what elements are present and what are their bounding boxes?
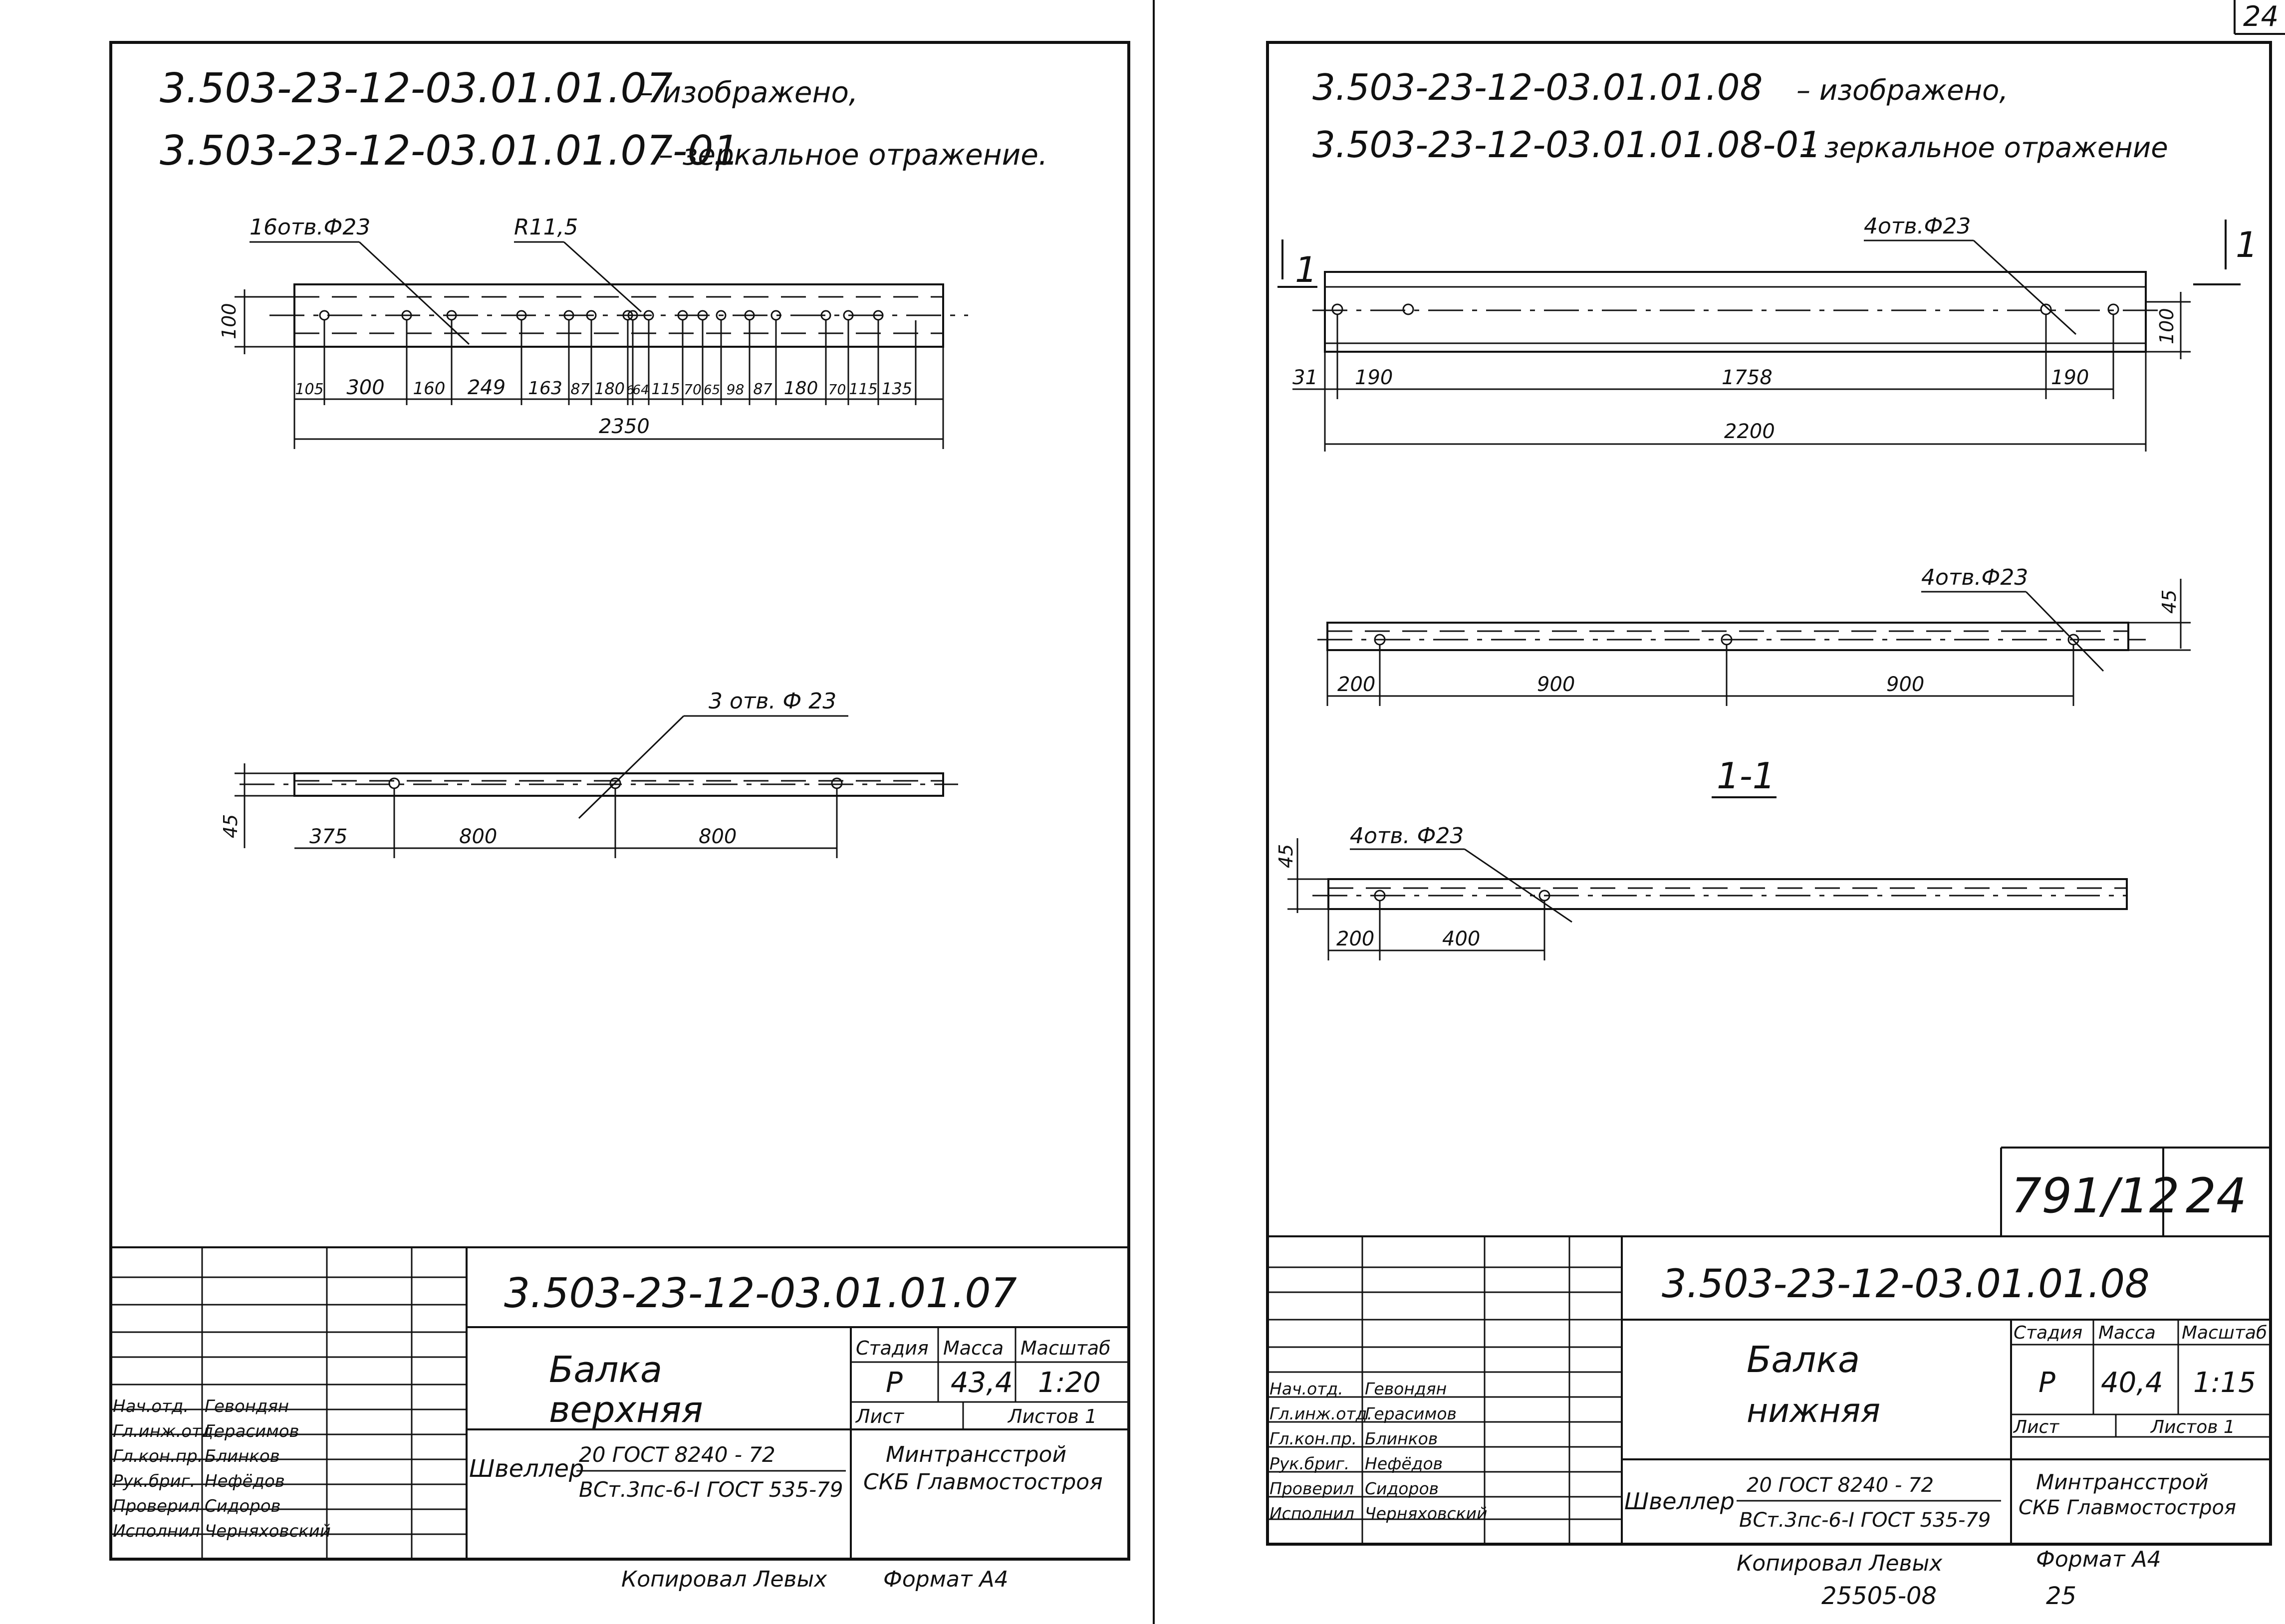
left-tb-scale: 1:20: [1038, 1367, 1101, 1399]
right-tb-code: 3.503-23-12-03.01.01.08: [1662, 1262, 2150, 1307]
left-view2-dim-1: 375: [309, 825, 348, 848]
left-tb-mass: 43,4: [951, 1367, 1013, 1399]
right-tb-mass: 40,4: [2101, 1367, 2163, 1399]
left-footer-format: Формат А4: [883, 1567, 1009, 1592]
right-footer-format: Формат А4: [2036, 1547, 2161, 1572]
left-view1-dim: 64: [632, 383, 649, 398]
left-tb-scale-label: Масштаб: [1020, 1337, 1111, 1359]
tb-role: Гл.инж.отд.: [1269, 1404, 1372, 1423]
right-view3-beam: [1275, 823, 2127, 960]
left-tb-sheet-label: Лист: [856, 1405, 904, 1427]
right-album-code: 791/12: [2011, 1168, 2180, 1224]
left-header-note-1: – изображено,: [639, 75, 858, 109]
left-view1-dim: 65: [703, 383, 721, 398]
right-tb-stage: Р: [2038, 1367, 2055, 1399]
right-tb-name-1: Балка: [1747, 1339, 1860, 1381]
left-tb-stage-label: Стадия: [856, 1337, 929, 1359]
left-view1-dim: 87: [753, 381, 772, 398]
left-view1-dim: 300: [346, 376, 385, 399]
tb-person-name: Блинков: [1365, 1429, 1438, 1448]
right-section-mark-right: 1: [2236, 225, 2258, 265]
right-view1-height-dim: 100: [2156, 308, 2178, 344]
tb-role: Гл.кон.пр.: [1269, 1429, 1357, 1448]
right-tb-stage-label: Стадия: [2014, 1323, 2083, 1343]
tb-person-name: Нефёдов: [1365, 1454, 1443, 1473]
left-view1-beam: [218, 215, 968, 449]
right-tb-people: [1269, 1379, 1487, 1523]
left-view1-dim: 180: [594, 379, 625, 398]
right-view2-dim-2: 900: [1537, 673, 1575, 696]
right-view1-dim-4: 190: [2051, 366, 2089, 389]
right-view1-beam: [1292, 214, 2191, 452]
right-view1-dim-1: 31: [1292, 366, 1318, 389]
left-view1-dim: 180: [783, 378, 818, 399]
tb-person-name: Герасимов: [1365, 1404, 1457, 1423]
right-section-title: 1-1: [1717, 755, 1776, 797]
left-view1-dim: 135: [881, 379, 913, 398]
right-view3-height-dim: 45: [1275, 844, 1297, 868]
right-header-code-2: 3.503-23-12-03.01.01.08-01: [1312, 124, 1822, 166]
right-album-sheet: 24: [2186, 1168, 2247, 1224]
left-view1-holes-callout: 16отв.Ф23: [250, 215, 371, 240]
tb-role: Нач.отд.: [113, 1396, 189, 1416]
right-tb-org-1: Минтрансстрой: [2036, 1470, 2209, 1494]
left-sheet: [111, 42, 1129, 1592]
left-header-code-2: 3.503-23-12-03.01.01.07-01: [160, 127, 740, 175]
tb-person-name: Сидоров: [1365, 1479, 1439, 1498]
left-tb-org-1: Минтрансстрой: [886, 1442, 1067, 1467]
right-album-box: [2001, 1148, 2271, 1236]
left-view1-dim: 87: [570, 381, 590, 398]
right-header-note-2: – зеркальное отражение: [1801, 132, 2168, 164]
tb-role: Исполнил: [1269, 1504, 1354, 1523]
left-view2-height-dim: 45: [220, 814, 242, 838]
right-view2-holes-callout: 4отв.Ф23: [1921, 565, 2029, 590]
right-footer-page: 25: [2046, 1582, 2077, 1610]
left-header-note-2: – зеркальное отражение.: [659, 138, 1048, 172]
left-view1-dim: 115: [849, 381, 878, 398]
left-tb-name-1: Балка: [549, 1349, 663, 1391]
left-footer-copied: Копировал Левых: [621, 1567, 827, 1592]
left-tb-people: [113, 1396, 331, 1541]
right-sheet: [1268, 42, 2271, 1610]
right-footer-copied: Копировал Левых: [1737, 1551, 1943, 1576]
left-view2-holes-callout: 3 отв. Ф 23: [709, 689, 837, 714]
tb-role: Нач.отд.: [1269, 1379, 1343, 1398]
left-tb-material-label: Швеллер: [469, 1455, 584, 1483]
tb-role: Исполнил: [113, 1521, 200, 1541]
left-tb-name-2: верхняя: [549, 1389, 703, 1430]
right-section-mark-left: 1: [1295, 249, 1317, 290]
left-view1-dim: 70: [828, 381, 846, 398]
right-view1-dim-3: 1758: [1722, 366, 1773, 389]
left-tb-stage: Р: [886, 1367, 903, 1399]
right-title-block: [1268, 1236, 2271, 1544]
right-tb-material-bottom: ВСт.3пс-6-I ГОСТ 535-79: [1739, 1509, 1991, 1532]
right-tb-sheets-label: Листов 1: [2151, 1417, 2235, 1437]
right-view1-total-dim: 2200: [1724, 420, 1775, 443]
left-view1-dim: 163: [528, 378, 562, 399]
right-header-code-1: 3.503-23-12-03.01.01.08: [1312, 66, 1763, 108]
tb-person-name: Блинков: [205, 1446, 280, 1466]
tb-person-name: Гевондян: [1365, 1379, 1447, 1398]
tb-person-name: Черняховский: [205, 1521, 331, 1541]
left-view2-dim-3: 800: [699, 825, 737, 848]
right-tb-sheet-label: Лист: [2014, 1417, 2059, 1437]
right-view2-dim-1: 200: [1337, 673, 1376, 696]
right-tb-name-2: нижняя: [1747, 1392, 1881, 1430]
tb-role: Гл.инж.отд.: [113, 1421, 219, 1441]
right-view3-dim-1: 200: [1336, 928, 1375, 950]
left-view1-dim: 70: [684, 381, 702, 398]
left-view1-dim: 98: [726, 381, 745, 398]
right-tb-scale-label: Масштаб: [2182, 1323, 2268, 1343]
left-view1-radius-callout: R11,5: [514, 215, 578, 240]
right-tb-org-2: СКБ Главмостостроя: [2019, 1496, 2237, 1519]
left-view2-dim-2: 800: [459, 825, 498, 848]
tb-person-name: Герасимов: [205, 1421, 299, 1441]
right-view2-dim-3: 900: [1886, 673, 1925, 696]
left-view1-dim: 160: [413, 379, 446, 399]
left-view1-dim: 105: [295, 381, 324, 398]
left-tb-sheets-label: Листов 1: [1008, 1405, 1097, 1427]
right-header-note-1: – изображено,: [1796, 74, 2009, 107]
tb-role: Рук.бриг.: [1269, 1454, 1350, 1473]
right-view2-beam: [1317, 565, 2191, 706]
tb-person-name: Сидоров: [205, 1496, 281, 1516]
left-tb-code: 3.503-23-12-03.01.01.07: [504, 1270, 1017, 1317]
left-view2-beam: [220, 689, 958, 858]
left-tb-material-top: 20 ГОСТ 8240 - 72: [579, 1442, 775, 1467]
left-tb-material-bottom: ВСт.3пс-6-I ГОСТ 535-79: [579, 1477, 843, 1502]
tb-person-name: Черняховский: [1365, 1504, 1488, 1523]
left-view1-total-dim: 2350: [599, 415, 650, 438]
tb-role: Рук.бриг.: [113, 1471, 196, 1491]
left-tb-mass-label: Масса: [943, 1337, 1004, 1359]
right-tb-mass-label: Масса: [2098, 1323, 2156, 1343]
left-title-block: [111, 1247, 1129, 1559]
tb-person-name: Нефёдов: [205, 1471, 285, 1491]
tb-role: Проверил: [113, 1496, 200, 1516]
tb-person-name: Гевондян: [205, 1396, 289, 1416]
page-number-box: [2235, 0, 2285, 34]
left-tb-org-2: СКБ Главмостостроя: [863, 1469, 1103, 1495]
tb-role: Гл.кон.пр.: [113, 1446, 203, 1466]
left-view1-dim: 115: [651, 381, 680, 398]
tb-role: Проверил: [1269, 1479, 1354, 1498]
right-view1-holes-callout: 4отв.Ф23: [1864, 214, 1971, 239]
left-view1-dim: 249: [467, 376, 506, 399]
right-tb-scale: 1:15: [2193, 1367, 2256, 1399]
right-view1-dim-2: 190: [1355, 366, 1393, 389]
right-view3-holes-callout: 4отв. Ф23: [1350, 823, 1464, 849]
right-footer-number: 25505-08: [1821, 1582, 1937, 1610]
left-header-code-1: 3.503-23-12-03.01.01.07: [160, 65, 673, 112]
right-tb-material-top: 20 ГОСТ 8240 - 72: [1747, 1474, 1934, 1497]
right-view2-height-dim: 45: [2158, 589, 2180, 614]
left-view1-dim: 6: [626, 383, 634, 397]
right-tb-material-label: Швеллер: [1624, 1488, 1735, 1515]
page-number: 24: [2243, 0, 2279, 33]
left-view1-height-dim: 100: [218, 303, 240, 339]
right-view3-dim-2: 400: [1442, 928, 1481, 950]
